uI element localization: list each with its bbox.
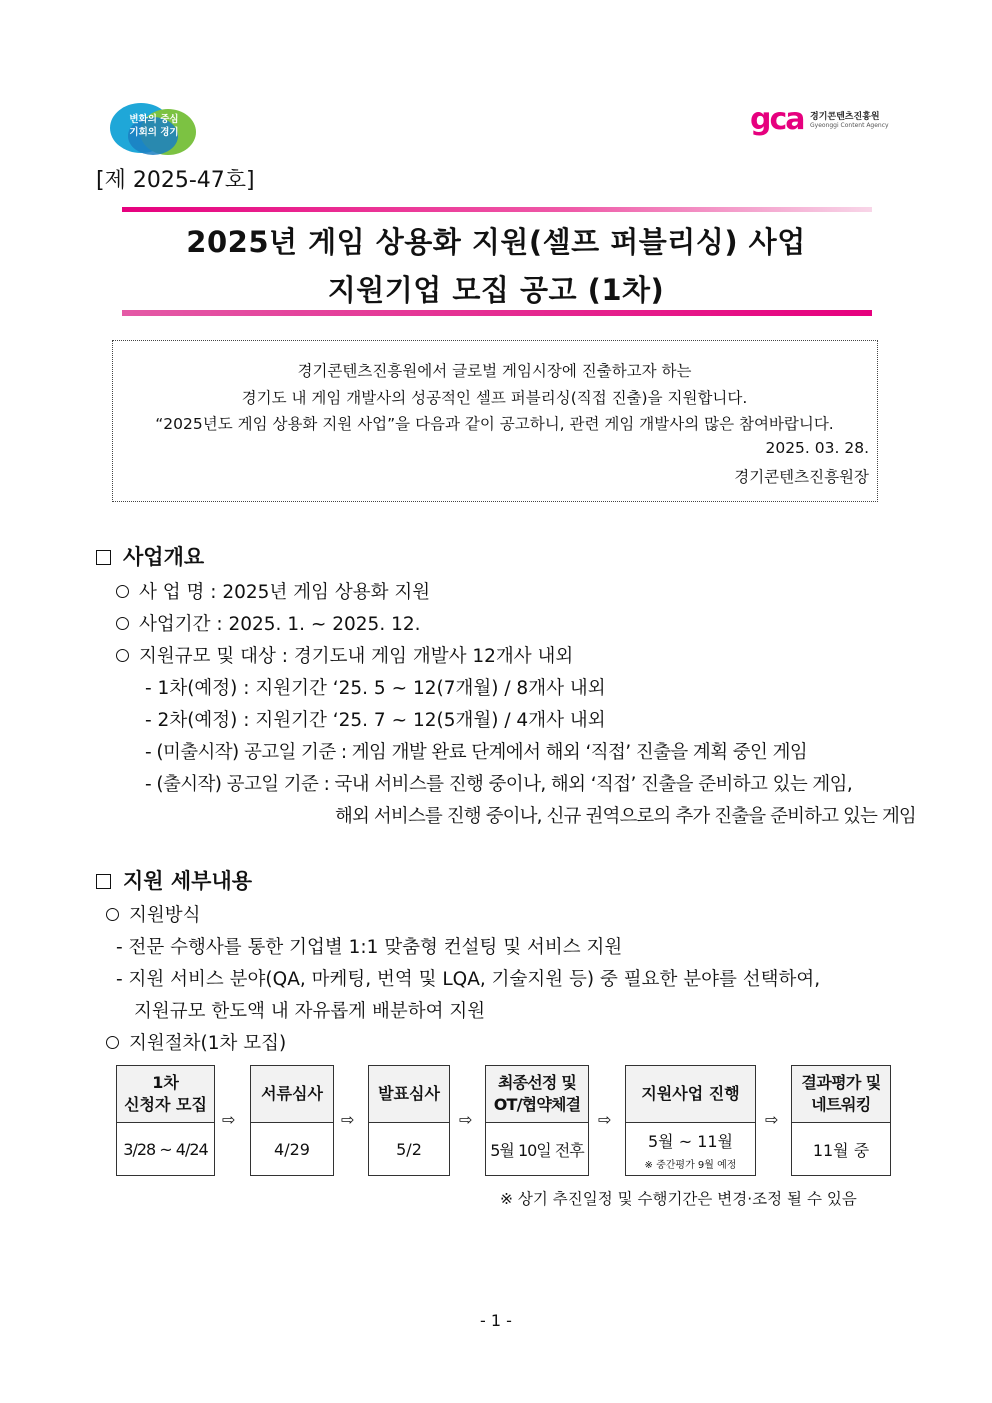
- flow-step-head-line1: 결과평가 및: [801, 1073, 881, 1092]
- flow-step-application: [116, 1065, 215, 1176]
- overview-subitem: - (출시작) 공고일 기준 : 국내 서비스를 진행 중이나, 해외 ‘직접’ 진출을 준비하고 있는 게임,: [145, 774, 853, 795]
- support-method-line: 지원규모 한도액 내 자유롭게 배분하여 지원: [134, 1001, 486, 1022]
- square-bullet-icon: [96, 550, 111, 565]
- flow-step-head: [486, 1066, 588, 1123]
- flow-step-head-line1: 최종선정 및: [497, 1073, 577, 1092]
- circle-bullet-icon: [106, 1036, 119, 1049]
- circle-bullet-icon: [116, 649, 129, 662]
- flow-step-date: 5월 ~ 11월: [647, 1131, 734, 1151]
- notice-line3: “2025년도 게임 상용화 지원 사업”을 다음과 같이 공고하니, 관련 게임 개발사의 많은 참여바랍니다.: [155, 415, 834, 433]
- support-method-line: - 지원 서비스 분야(QA, 마케팅, 번역 및 LQA, 기술지원 등) 중 필요한 분야를 선택하여,: [116, 969, 821, 990]
- notice-box: [112, 340, 878, 502]
- page-title-line2: 지원기업 모집 공고 (1차): [327, 273, 665, 307]
- procedure-title-text: 지원절차(1차 모집): [129, 1033, 287, 1054]
- section-details-title: 지원 세부내용: [123, 869, 253, 893]
- page-number: - 1 -: [480, 1311, 512, 1330]
- flow-step-body: [369, 1123, 449, 1176]
- section-details-heading: [96, 865, 252, 895]
- overview-subitem: - 2차(예정) : 지원기간 ‘25. 7 ~ 12(5개월) / 4개사 내외: [145, 710, 606, 731]
- flow-step-head-line1: 지원사업 진행: [641, 1084, 740, 1103]
- flow-step-head: [251, 1066, 333, 1123]
- title-bottom-bar: [122, 310, 872, 316]
- page-title-line1: 2025년 게임 상용화 지원(셀프 퍼블리싱) 사업: [186, 225, 806, 259]
- overview-item: [116, 610, 421, 636]
- overview-item-text: 사 업 명 : 2025년 게임 상용화 지원: [139, 582, 431, 603]
- flow-step-head-line1: 발표심사: [378, 1084, 440, 1103]
- flow-step-date: 5/2: [396, 1140, 422, 1159]
- logo-slogan-line2: 기회의 경기: [129, 127, 179, 138]
- right-arrow-icon: ⇨: [765, 1110, 779, 1129]
- flow-step-head: [626, 1066, 755, 1123]
- flow-step-head-line1: 서류심사: [261, 1084, 323, 1103]
- gyeonggi-logo: [110, 103, 198, 155]
- flow-step-body: [251, 1123, 333, 1176]
- flow-step-body: [117, 1123, 214, 1176]
- flow-step-head: [792, 1066, 890, 1123]
- title-top-bar: [122, 207, 872, 212]
- schedule-footnote: ※ 상기 추진일정 및 수행기간은 변경·조정 될 수 있음: [500, 1190, 857, 1208]
- circle-bullet-icon: [106, 908, 119, 921]
- gca-logo-name-en: Gyeonggi Content Agency: [810, 122, 889, 129]
- support-method-title-text: 지원방식: [129, 905, 201, 926]
- flow-step-date: 4/29: [274, 1140, 310, 1159]
- flow-step-note: ※ 중간평가 9월 예정: [644, 1159, 737, 1171]
- flow-step-head: [369, 1066, 449, 1123]
- flow-step-program-execution: [625, 1065, 756, 1176]
- square-bullet-icon: [96, 874, 111, 889]
- flow-step-head: [117, 1066, 214, 1123]
- flow-step-date: 3/28 ~ 4/24: [123, 1140, 208, 1159]
- support-method-line: - 전문 수행사를 통한 기업별 1:1 맞춤형 컨설팅 및 서비스 지원: [116, 937, 623, 958]
- gca-logo-name: 경기콘텐츠진흥원: [810, 112, 880, 122]
- notice-line2: 경기도 내 게임 개발사의 성공적인 셀프 퍼블리싱(직접 진출)을 지원합니다.: [241, 389, 748, 407]
- flow-step-head-line2: 신청자 모집: [124, 1095, 207, 1114]
- gca-logo-mark: gca: [750, 102, 804, 137]
- right-arrow-icon: ⇨: [598, 1110, 612, 1129]
- overview-subitem: - (미출시작) 공고일 기준 : 게임 개발 완료 단계에서 해외 ‘직접’ 진출을 계획 중인 게임: [145, 742, 808, 763]
- notice-line1: 경기콘텐츠진흥원에서 글로벌 게임시장에 진출하고자 하는: [297, 362, 692, 380]
- flow-step-final-selection: [485, 1065, 589, 1176]
- flow-step-date: 5월 10일 전후: [490, 1141, 584, 1160]
- overview-subitem: - 1차(예정) : 지원기간 ‘25. 5 ~ 12(7개월) / 8개사 내외: [145, 678, 606, 699]
- notice-date: 2025. 03. 28.: [765, 439, 869, 457]
- overview-item: [116, 642, 573, 668]
- procedure-title: [106, 1029, 286, 1055]
- gca-logo: [750, 103, 895, 143]
- right-arrow-icon: ⇨: [222, 1110, 236, 1129]
- circle-bullet-icon: [116, 617, 129, 630]
- flow-step-document-review: [250, 1065, 334, 1176]
- section-overview-title: 사업개요: [123, 545, 205, 569]
- right-arrow-icon: ⇨: [459, 1110, 473, 1129]
- overview-subitem-continued: 해외 서비스를 진행 중이나, 신규 권역으로의 추가 진출을 준비하고 있는 게임: [335, 806, 916, 827]
- flow-step-body: [792, 1123, 890, 1176]
- notice-signer: 경기콘텐츠진흥원장: [734, 468, 869, 486]
- logo-slogan: [116, 113, 192, 139]
- flow-step-date: 11월 중: [812, 1141, 870, 1160]
- flow-step-head-line1: 1차: [152, 1073, 179, 1092]
- circle-bullet-icon: [116, 585, 129, 598]
- flow-step-body: [486, 1123, 588, 1176]
- overview-item: [116, 578, 430, 604]
- flow-step-evaluation: [791, 1065, 891, 1176]
- flow-step-head-line2: 네트워킹: [811, 1095, 871, 1114]
- flow-step-body: [626, 1123, 755, 1176]
- flow-step-presentation-review: [368, 1065, 450, 1176]
- document-number: [제 2025-47호]: [96, 168, 255, 193]
- logo-slogan-line1: 변화의 중심: [129, 114, 179, 125]
- flow-step-head-line2: OT/협약체결: [493, 1095, 581, 1114]
- overview-item-text: 지원규모 및 대상 : 경기도내 게임 개발사 12개사 내외: [139, 646, 574, 667]
- right-arrow-icon: ⇨: [341, 1110, 355, 1129]
- overview-item-text: 사업기간 : 2025. 1. ~ 2025. 12.: [139, 614, 421, 635]
- section-overview-heading: [96, 541, 204, 571]
- support-method-title: [106, 901, 200, 927]
